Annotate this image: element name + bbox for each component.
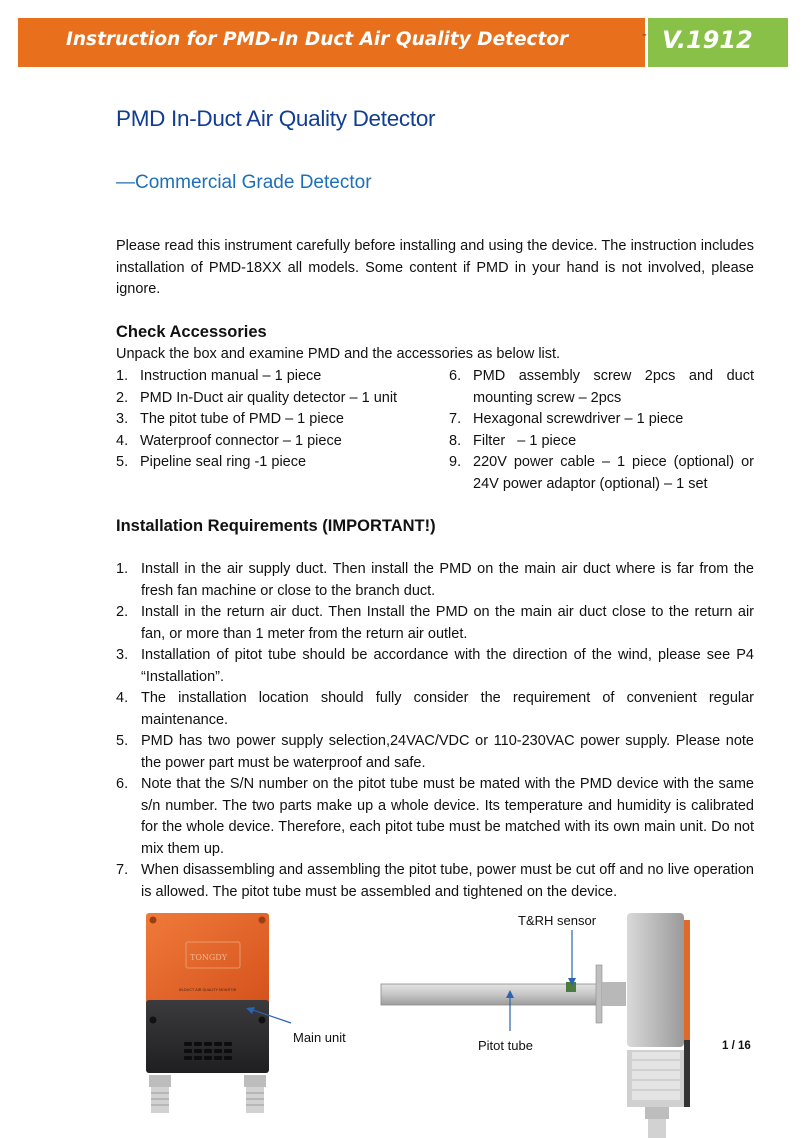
pitot-tube-image bbox=[381, 965, 626, 1023]
list-number: 7. bbox=[116, 862, 129, 878]
page-number: 1 / 16 bbox=[722, 1040, 751, 1052]
list-text: Instruction manual – 1 piece bbox=[140, 368, 322, 384]
list-item bbox=[449, 409, 754, 431]
list-text: When disassembling and assembling the pitot tube, power must be cut off and no live operation is allowed. The pitot tube must be assembled and tightened on the device. bbox=[141, 862, 754, 900]
requirements-heading: Installation Requirements (IMPORTANT!) bbox=[116, 517, 436, 535]
list-item bbox=[449, 366, 754, 409]
list-text: Waterproof connector – 1 piece bbox=[140, 432, 342, 449]
accessories-list-right bbox=[449, 366, 754, 495]
device-label-text: IN-DUCT AIR QUALITY MONITOR bbox=[179, 988, 237, 992]
list-number: 6. bbox=[116, 776, 129, 792]
header-title: Instruction for PMD-In Duct Air Quality Detector bbox=[66, 29, 569, 50]
pitot-tube-label: Pitot tube bbox=[478, 1038, 533, 1053]
list-text: Hexagonal screwdriver – 1 piece bbox=[473, 411, 684, 427]
list-number: 2. bbox=[116, 389, 129, 406]
list-text: Install in the return air duct. Then Install the PMD on the main air duct close to the return air fan, or more than 1 meter from the return air outlet. bbox=[141, 604, 754, 642]
intro-paragraph: Please read this instrument carefully before installing and using the device. The instruction includes installation of PMD-18XX all models. Some content if PMD in your hand is not involved, please ignore. bbox=[116, 238, 754, 297]
list-item bbox=[116, 645, 754, 688]
main-unit-label: Main unit bbox=[293, 1030, 346, 1045]
document-title: PMD In-Duct Air Quality Detector bbox=[116, 106, 436, 131]
list-item bbox=[116, 688, 754, 731]
header-title-bar bbox=[18, 18, 645, 67]
list-item bbox=[449, 431, 754, 453]
list-number: 1. bbox=[116, 561, 129, 577]
list-text: PMD assembly screw 2pcs and duct mounting screw – 2pcs bbox=[473, 368, 754, 406]
list-item bbox=[116, 409, 436, 431]
list-text: Installation of pitot tube should be accordance with the direction of the wind, please see P4 “Installation”. bbox=[141, 647, 754, 685]
list-item bbox=[449, 452, 754, 495]
list-number: 1. bbox=[116, 368, 129, 384]
list-item bbox=[116, 366, 436, 388]
main-unit-image bbox=[146, 913, 269, 1113]
list-item bbox=[116, 602, 754, 645]
list-text: PMD has two power supply selection,24VAC/VDC or 110-230VAC power supply. Please note the power part must be waterproof and safe. bbox=[141, 733, 754, 771]
list-item bbox=[116, 731, 754, 774]
list-item bbox=[116, 774, 754, 860]
document-subtitle: —Commercial Grade Detector bbox=[116, 172, 372, 193]
device-brand-text: TONGDY bbox=[190, 953, 227, 962]
header-version: V.1912 bbox=[662, 26, 753, 54]
list-number: 6. bbox=[449, 368, 462, 384]
header-version-bar bbox=[648, 18, 788, 67]
list-number: 7. bbox=[449, 411, 462, 427]
list-number: 3. bbox=[116, 647, 129, 663]
list-text: 220V power cable – 1 piece (optional) or 24V power adaptor (optional) – 1 set bbox=[473, 454, 754, 492]
list-number: 5. bbox=[116, 454, 129, 470]
list-number: 9. bbox=[449, 454, 462, 470]
list-text: The pitot tube of PMD – 1 piece bbox=[140, 411, 344, 427]
requirements-list bbox=[116, 559, 754, 903]
side-unit-image bbox=[627, 913, 690, 1138]
list-number: 8. bbox=[449, 432, 462, 449]
list-item bbox=[116, 431, 436, 453]
list-item bbox=[116, 452, 436, 474]
accessories-list-left bbox=[116, 366, 436, 474]
list-item bbox=[116, 559, 754, 602]
list-item bbox=[116, 388, 436, 410]
list-number: 5. bbox=[116, 733, 129, 749]
list-text: Pipeline seal ring -1 piece bbox=[140, 454, 307, 470]
list-text: PMD In-Duct air quality detector – 1 unit bbox=[140, 389, 398, 406]
list-text: Note that the S/N number on the pitot tube must be mated with the PMD device with the same s/n number. The two parts make up a whole device. Its temperature and humidity is calibrated for the whole device. Therefore, each pitot tube must be matched with its own main unit. Do not mix them up. bbox=[141, 776, 754, 857]
list-number: 3. bbox=[116, 411, 129, 427]
list-text: The installation location should fully consider the requirement of convenient regular maintenance. bbox=[141, 690, 754, 728]
header-dash: - bbox=[642, 26, 647, 43]
list-number: 4. bbox=[116, 432, 129, 449]
product-illustration bbox=[0, 900, 808, 1138]
list-text: Install in the air supply duct. Then install the PMD on the main air duct where is far from the fresh fan machine or close to the branch duct. bbox=[141, 561, 754, 599]
list-number: 2. bbox=[116, 604, 129, 620]
accessories-heading: Check Accessories bbox=[116, 323, 267, 341]
sensor-label: T&RH sensor bbox=[518, 913, 597, 928]
accessories-intro: Unpack the box and examine PMD and the accessories as below list. bbox=[116, 346, 561, 362]
list-number: 4. bbox=[116, 690, 129, 706]
list-text: Filter – 1 piece bbox=[473, 432, 577, 449]
list-item bbox=[116, 860, 754, 903]
